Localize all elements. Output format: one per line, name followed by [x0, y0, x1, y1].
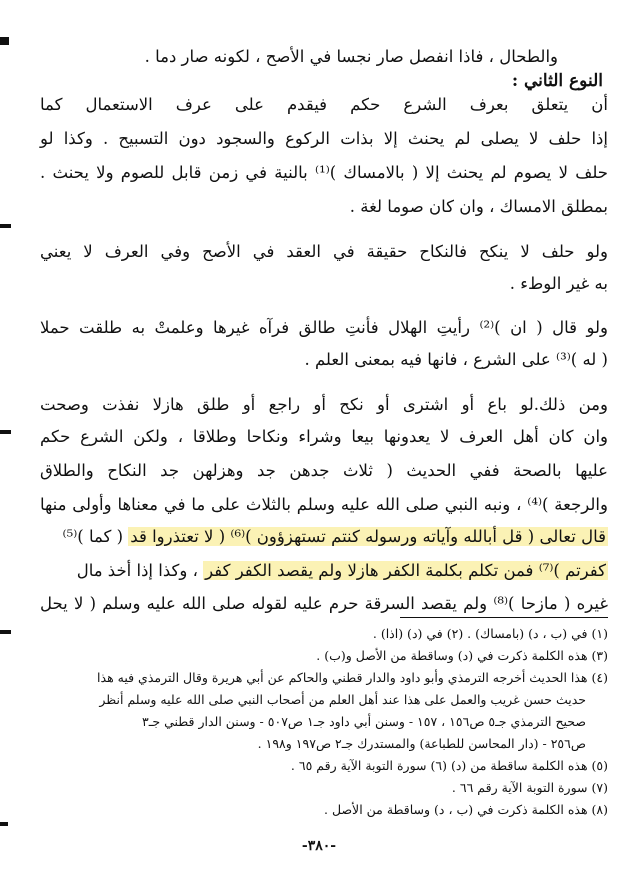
scan-mark [0, 430, 11, 434]
body-line: بمطلق الامساك ، وان كان صوما لغة . [349, 197, 608, 216]
text-highlight: كفرتم )⁽⁷⁾ فمن تكلم بكلمة الكفر هازلا ولم يقصد الكفر كفر [205, 561, 606, 580]
body-line-start: ( كما )⁽⁵⁾ [62, 527, 124, 546]
body-line: ولو قال ( ان )⁽²⁾ رأيتِ الهلال فأنتِ طالق فرآه غيرها وعلمتْ به طلقت حملا [40, 318, 608, 337]
footnote: (٣) هذه الكلمة ذكرت في (د) وساقطة من الأصل و(ب) . [316, 648, 608, 663]
body-line: حلف لا يصوم لم يحنث إلا ( بالامساك )⁽¹⁾ بالنية في زمن قابل للصوم ولا يحنث . [40, 163, 608, 182]
section-heading: النوع الثاني : [511, 71, 603, 91]
body-line: ولو حلف لا ينكح فالنكاح حقيقة في العقد في الأصح وفي العرف لا يعني [40, 242, 608, 261]
body-line-highlighted [40, 557, 608, 585]
footnote: صحيح الترمذي جـ٥ ص١٥٦ ، ١٥٧ - وسنن أبي داود جـ١ ص٥٠٧ - وسنن الدار قطني جـ٣ [141, 714, 586, 729]
footnote: (٤) هذا الحديث أخرجه الترمذي وأبو داود والدار قطني والحاكم عن أبي هريرة وقال الترمذي فيه هذا [97, 670, 608, 685]
body-line: إذا حلف لا يصلى لم يحنث إلا بذات الركوع والسجود دون التسبيح . وكذا لو [40, 129, 608, 148]
body-line: غيره ( مازحا )⁽⁸⁾ ولم يقصد السرقة حرم عليه لقوله صلى الله عليه وسلم ( لا يحل [40, 594, 608, 613]
body-line: عليها بالصحة ففي الحديث ( ثلاث جدهن جد وهزلهن جد النكاح والطلاق [40, 461, 608, 480]
scan-mark [0, 822, 8, 826]
footnote: (٧) سورة التوبة الآية رقم ٦٦ . [451, 780, 608, 795]
body-line: وان كان أهل العرف لا يعدونها بيعا وشراء ونكاحا وطلاقا ، ولكن الشرع حكم [40, 427, 608, 446]
scan-mark [0, 630, 11, 634]
body-line: أن يتعلق بعرف الشرع حكم فيقدم على عرف الاستعمال كما [40, 95, 608, 114]
footnote: (٥) هذه الكلمة ساقطة من (د) (٦) سورة التوبة الآية رقم ٦٥ . [290, 758, 608, 773]
footnote: ص٢٥٦ - (دار المحاسن للطباعة) والمستدرك جـ٢ ص١٩٧ و١٩٨ . [257, 736, 586, 751]
body-line: والطحال ، فاذا انفصل صار نجسا في الأصح ، لكونه صار دما . [144, 47, 558, 66]
page-number: -٣٨٠- [301, 838, 337, 854]
body-line: والرجعة )⁽⁴⁾ ، ونبه النبي صلى الله عليه وسلم بالثلاث على ما في معناها وأولى منها [40, 495, 608, 514]
text-highlight: قال تعالى ( قل أبالله وآياته ورسوله كنتم تستهزؤون )⁽⁶⁾ ( لا تعتذروا قد [130, 527, 606, 546]
body-line: ومن ذلك.لو باع أو اشترى أو نكح أو راجع أو طلق هازلا نفذت وصحت [40, 395, 608, 414]
body-line: به غير الوطء . [509, 274, 608, 293]
body-line-end: ، وكذا إذا أخذ مال [76, 561, 198, 580]
body-line-highlighted [40, 523, 608, 551]
footnote: (١) في (ب ، د) (بامساك) . (٢) في (د) (اذا) . [372, 626, 608, 641]
footnote: (٨) هذه الكلمة ذكرت في (ب ، د) وساقطة من الأصل . [324, 802, 608, 817]
scan-mark [0, 224, 11, 228]
footnote-rule [400, 617, 608, 618]
body-line: ( له )⁽³⁾ على الشرع ، فانها فيه بمعنى العلم . [304, 350, 608, 369]
footnote: حديث حسن غريب والعمل على هذا عند أهل العلم من أصحاب النبي صلى الله عليه وسلم أنظر [99, 692, 586, 707]
